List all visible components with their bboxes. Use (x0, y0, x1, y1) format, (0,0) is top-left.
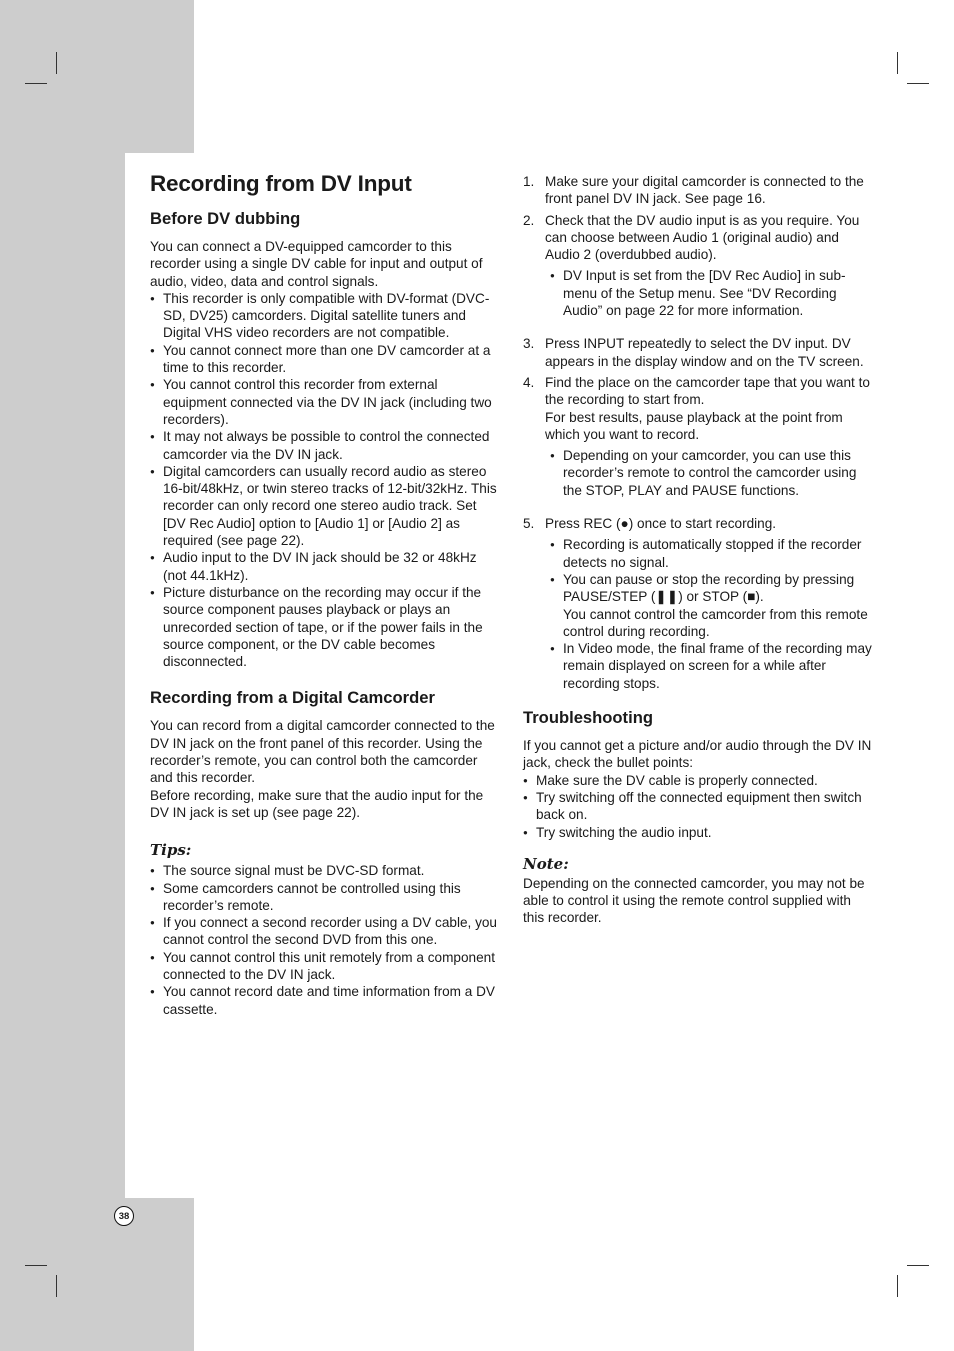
list-item: ● DV Input is set from the [DV Rec Audio] in sub-menu of the Setup menu. See “DV Recording Audio” on page 22 for more information. (550, 267, 875, 319)
tips-list (150, 862, 500, 1018)
troubleshooting-list (523, 772, 875, 841)
list-item: ● You cannot control this recorder from external equipment connected via the DV IN jack (including two recorders). (150, 376, 500, 428)
list-item: ● In Video mode, the final frame of the recording may remain displayed on screen for a while after recording stops. (550, 640, 875, 692)
step-number: 5. (523, 516, 535, 532)
page-title: Recording from DV Input (150, 171, 412, 196)
step-item (523, 173, 875, 208)
before-bullet-list (150, 290, 500, 671)
list-item: ● You cannot control this unit remotely from a component connected to the DV IN jack. (150, 949, 500, 984)
list-item: ● Audio input to the DV IN jack should be 32 or 48kHz (not 44.1kHz). (150, 549, 500, 584)
crop-mark (25, 1265, 47, 1266)
before-intro: You can connect a DV-equipped camcorder to this recorder using a single DV cable for input and output of audio, video, data and control signals. (150, 239, 483, 289)
left-column (150, 170, 500, 1018)
tips-title: Tips: (150, 841, 192, 860)
list-item (550, 571, 875, 640)
list-item: ● Try switching off the connected equipment then switch back on. (523, 789, 875, 824)
step-number: 4. (523, 374, 535, 390)
step-sub-list (523, 447, 875, 499)
list-item: ● Make sure the DV cable is properly connected. (523, 772, 875, 789)
crop-mark (56, 52, 57, 74)
list-item: ● It may not always be possible to control the connected camcorder via the DV IN jack. (150, 428, 500, 463)
list-item: ● You cannot record date and time information from a DV cassette. (150, 983, 500, 1018)
step-text-extra: For best results, pause playback at the point from which you want to record. (545, 409, 843, 442)
list-item: ● Digital camcorders can usually record audio as stereo 16-bit/48kHz, or twin stereo tracks of 12-bit/32kHz. This recorder can only record one stereo audio track. Set [DV Rec Audio] option to [Audio 1] or [Audio 2] as required (see page 22). (150, 463, 500, 549)
page-number-badge: 38 (114, 1206, 134, 1226)
note-text: Depending on the connected camcorder, you may not be able to control it using the remote control supplied with this recorder. (523, 875, 865, 926)
step-item (523, 212, 875, 264)
margin-band-left (0, 153, 125, 1198)
list-item: ● Some camcorders cannot be controlled using this recorder’s remote. (150, 880, 500, 915)
steps-list (523, 335, 875, 443)
before-dv-heading: Before DV dubbing (150, 209, 301, 228)
step-number: 2. (523, 212, 535, 228)
list-item: ● Picture disturbance on the recording may occur if the source component pauses playback or plays an unrecorded section of tape, or if the power fails in the source component, or the DV cable becomes disconnected. (150, 584, 500, 670)
step-sub-list (523, 267, 875, 319)
crop-mark (56, 1275, 57, 1297)
crop-mark (907, 83, 929, 84)
step-item (523, 374, 875, 443)
step-text: Press INPUT repeatedly to select the DV input. DV appears in the display window and on the TV screen. (545, 336, 864, 369)
list-item: ● Try switching the audio input. (523, 824, 875, 841)
step-text: Make sure your digital camcorder is connected to the front panel DV IN jack. See page 16. (545, 174, 864, 207)
margin-band-bottom (0, 1198, 194, 1351)
step-item (523, 515, 875, 532)
crop-mark (897, 52, 898, 74)
troubleshooting-intro: If you cannot get a picture and/or audio through the DV IN jack, check the bullet points: (523, 738, 872, 771)
troubleshooting-heading: Troubleshooting (523, 708, 653, 728)
margin-band-top (0, 0, 194, 153)
step-text: Check that the DV audio input is as you require. You can choose between Audio 1 (original audio) and Audio 2 (overdubbed audio). (545, 212, 860, 263)
list-item: ● If you connect a second recorder using a DV cable, you cannot control the second DVD from this one. (150, 914, 500, 949)
list-item: ● You cannot connect more than one DV camcorder at a time to this recorder. (150, 342, 500, 377)
crop-mark (907, 1265, 929, 1266)
list-item: ● This recorder is only compatible with DV-format (DVC-SD, DV25) camcorders. Digital satellite tuners and Digital VHS video recorders are not compatible. (150, 290, 500, 342)
step-item (523, 335, 875, 370)
step-number: 3. (523, 336, 535, 352)
list-item-extra: You cannot control the camcorder from this remote control during recording. (563, 606, 868, 639)
list-item-text: You can pause or stop the recording by pressing PAUSE/STEP (❚❚) or STOP (■). (563, 571, 855, 605)
digital-para-1: You can record from a digital camcorder connected to the DV IN jack on the front panel of this recorder. Using the recorder’s remote, you can control both the camcorder and this recorder. (150, 718, 495, 786)
crop-mark (25, 83, 47, 84)
digital-camcorder-heading: Recording from a Digital Camcorder (150, 688, 435, 708)
steps-list (523, 173, 875, 263)
step-sub-list (523, 536, 875, 692)
note-title: Note: (523, 854, 569, 873)
digital-para-2: Before recording, make sure that the audio input for the DV IN jack is set up (see page 22). (150, 787, 484, 820)
list-item: ● The source signal must be DVC-SD format. (150, 862, 500, 879)
list-item: ● Depending on your camcorder, you can use this recorder’s remote to control the camcorder using the STOP, PLAY and PAUSE functions. (550, 447, 875, 499)
step-text: Press REC (●) once to start recording. (545, 516, 777, 532)
list-item: ● Recording is automatically stopped if the recorder detects no signal. (550, 536, 875, 571)
steps-list (523, 515, 875, 532)
right-column (523, 173, 875, 927)
step-number: 1. (523, 174, 535, 189)
crop-mark (897, 1275, 898, 1297)
step-text: Find the place on the camcorder tape that you want to the recording to start from. (545, 374, 870, 408)
